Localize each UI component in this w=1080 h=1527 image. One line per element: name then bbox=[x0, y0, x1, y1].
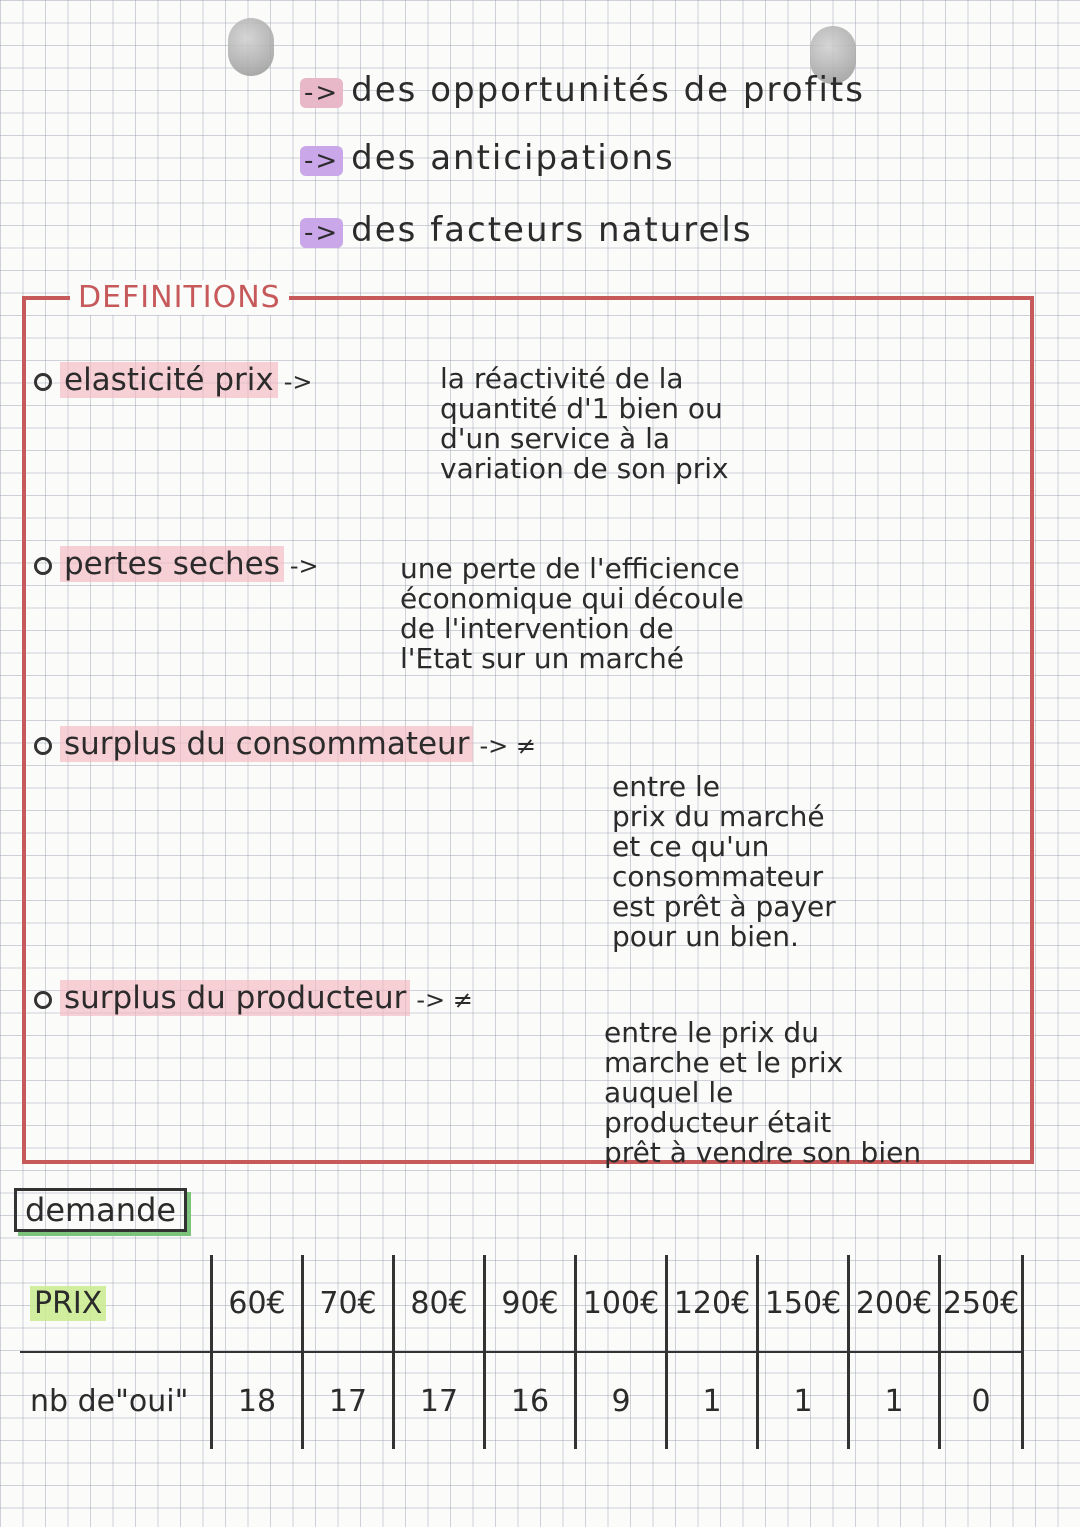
price-cell: 150€ bbox=[758, 1255, 849, 1352]
table-row bbox=[20, 1352, 1023, 1449]
definition-term: surplus du consommateur -> ≠ bbox=[34, 726, 536, 762]
count-cell: 9 bbox=[576, 1352, 667, 1449]
arrow-icon: -> bbox=[300, 78, 343, 108]
count-cell: 1 bbox=[758, 1352, 849, 1449]
count-cell: 1 bbox=[667, 1352, 758, 1449]
list-item: -> des opportunités de profits bbox=[300, 70, 865, 110]
bullet-icon bbox=[34, 557, 52, 575]
price-cell: 100€ bbox=[576, 1255, 667, 1352]
definition-text: entre le prix du marché et ce qu'un consommateur est prêt à payer pour un bien. bbox=[612, 770, 836, 953]
bullet-icon bbox=[34, 737, 52, 755]
count-row-label: nb de"oui" bbox=[30, 1383, 189, 1419]
count-cell: 16 bbox=[485, 1352, 576, 1449]
price-cell: 60€ bbox=[212, 1255, 303, 1352]
price-cell: 80€ bbox=[394, 1255, 485, 1352]
price-cell: 120€ bbox=[667, 1255, 758, 1352]
definition-term: surplus du producteur -> ≠ bbox=[34, 980, 473, 1016]
bullet-icon bbox=[34, 991, 52, 1009]
count-cell: 17 bbox=[394, 1352, 485, 1449]
count-cell: 18 bbox=[212, 1352, 303, 1449]
count-cell: 1 bbox=[849, 1352, 940, 1449]
list-item: -> des anticipations bbox=[300, 138, 675, 178]
price-row-label: PRIX bbox=[30, 1286, 106, 1321]
arrow-icon: -> bbox=[300, 218, 343, 248]
bullet-icon bbox=[34, 373, 52, 391]
definitions-title: DEFINITIONS bbox=[70, 280, 289, 315]
price-cell: 250€ bbox=[940, 1255, 1023, 1352]
binder-hole bbox=[228, 18, 274, 76]
list-item: -> des facteurs naturels bbox=[300, 210, 753, 250]
definition-text: une perte de l'efficience économique qui découle de l'intervention de l'Etat sur un marché bbox=[400, 552, 744, 675]
demand-table bbox=[20, 1255, 1024, 1449]
price-cell: 70€ bbox=[303, 1255, 394, 1352]
count-cell: 0 bbox=[940, 1352, 1023, 1449]
price-cell: 200€ bbox=[849, 1255, 940, 1352]
demand-heading: demande bbox=[14, 1188, 187, 1232]
price-cell: 90€ bbox=[485, 1255, 576, 1352]
definition-term: elasticité prix -> bbox=[34, 362, 313, 398]
definition-term: pertes seches -> bbox=[34, 546, 319, 582]
arrow-icon: -> bbox=[300, 146, 343, 176]
definition-text: la réactivité de la quantité d'1 bien ou d'un service à la variation de son prix bbox=[440, 362, 729, 485]
count-cell: 17 bbox=[303, 1352, 394, 1449]
table-row bbox=[20, 1255, 1023, 1352]
definition-text: entre le prix du marche et le prix auquel le producteur était prêt à vendre son bien bbox=[604, 1016, 922, 1169]
